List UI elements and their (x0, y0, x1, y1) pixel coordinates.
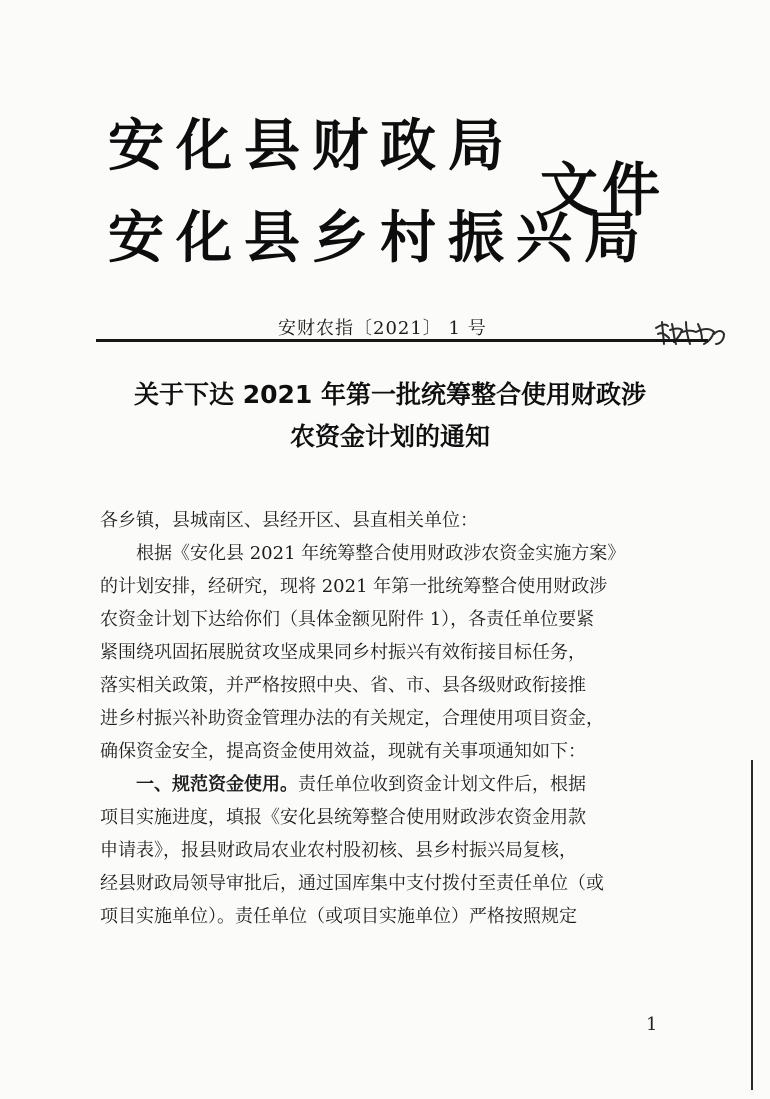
para1-line: 根据《安化县 2021 年统筹整合使用财政涉农资金实施方案》 (136, 543, 626, 564)
section1-heading: 一、规范资金使用。 (136, 774, 298, 795)
section1-line: 项目实施进度，填报《安化县统筹整合使用财政涉农资金用款 (100, 807, 586, 828)
section1-line: 经县财政局领导审批后，通过国库集中支付拨付至责任单位（或 (100, 873, 604, 894)
section1-line: 申请表》，报县财政局农业农村股初核、县乡村振兴局复核， (100, 840, 577, 861)
red-header-divider (96, 339, 708, 342)
handwritten-signature (652, 314, 728, 348)
title-line-2: 农资金计划的通知 (289, 422, 490, 451)
notice-title (100, 374, 680, 458)
document-type-label: 文件 (540, 156, 665, 224)
para1-line: 的计划安排，经研究，现将 2021 年第一批统筹整合使用财政涉 (100, 576, 608, 597)
para1-line: 紧围绕巩固拓展脱贫攻坚成果同乡村振兴有效衔接目标任务， (100, 642, 586, 663)
issuer-rural-revitalization-bureau: 安化县乡村振兴局 (108, 206, 652, 271)
document-number: 安财农指〔2021〕 1 号 (278, 318, 487, 339)
scan-edge-line (751, 760, 753, 1090)
section1-first-text: 责任单位收到资金计划文件后，根据 (298, 774, 586, 795)
issuer-finance-bureau: 安化县财政局 (108, 114, 516, 179)
para1-line: 进乡村振兴补助资金管理办法的有关规定，合理使用项目资金， (100, 708, 604, 729)
para1-line: 确保资金安全，提高资金使用效益，现就有关事项通知如下： (100, 741, 586, 762)
section1-line: 项目实施单位）。责任单位（或项目实施单位）严格按照规定 (100, 906, 577, 927)
title-line-1: 关于下达 2021 年第一批统筹整合使用财政涉 (134, 380, 646, 409)
page-number: 1 (646, 1014, 658, 1035)
document-header (108, 112, 668, 290)
para1-line: 落实相关政策，并严格按照中央、省、市、县各级财政衔接推 (100, 675, 586, 696)
notice-body (100, 504, 662, 933)
salutation: 各乡镇，县城南区、县经开区、县直相关单位： (100, 510, 478, 531)
section1-first-line (100, 768, 662, 801)
para1-line: 农资金计划下达给你们（具体金额见附件 1），各责任单位要紧 (100, 609, 595, 630)
